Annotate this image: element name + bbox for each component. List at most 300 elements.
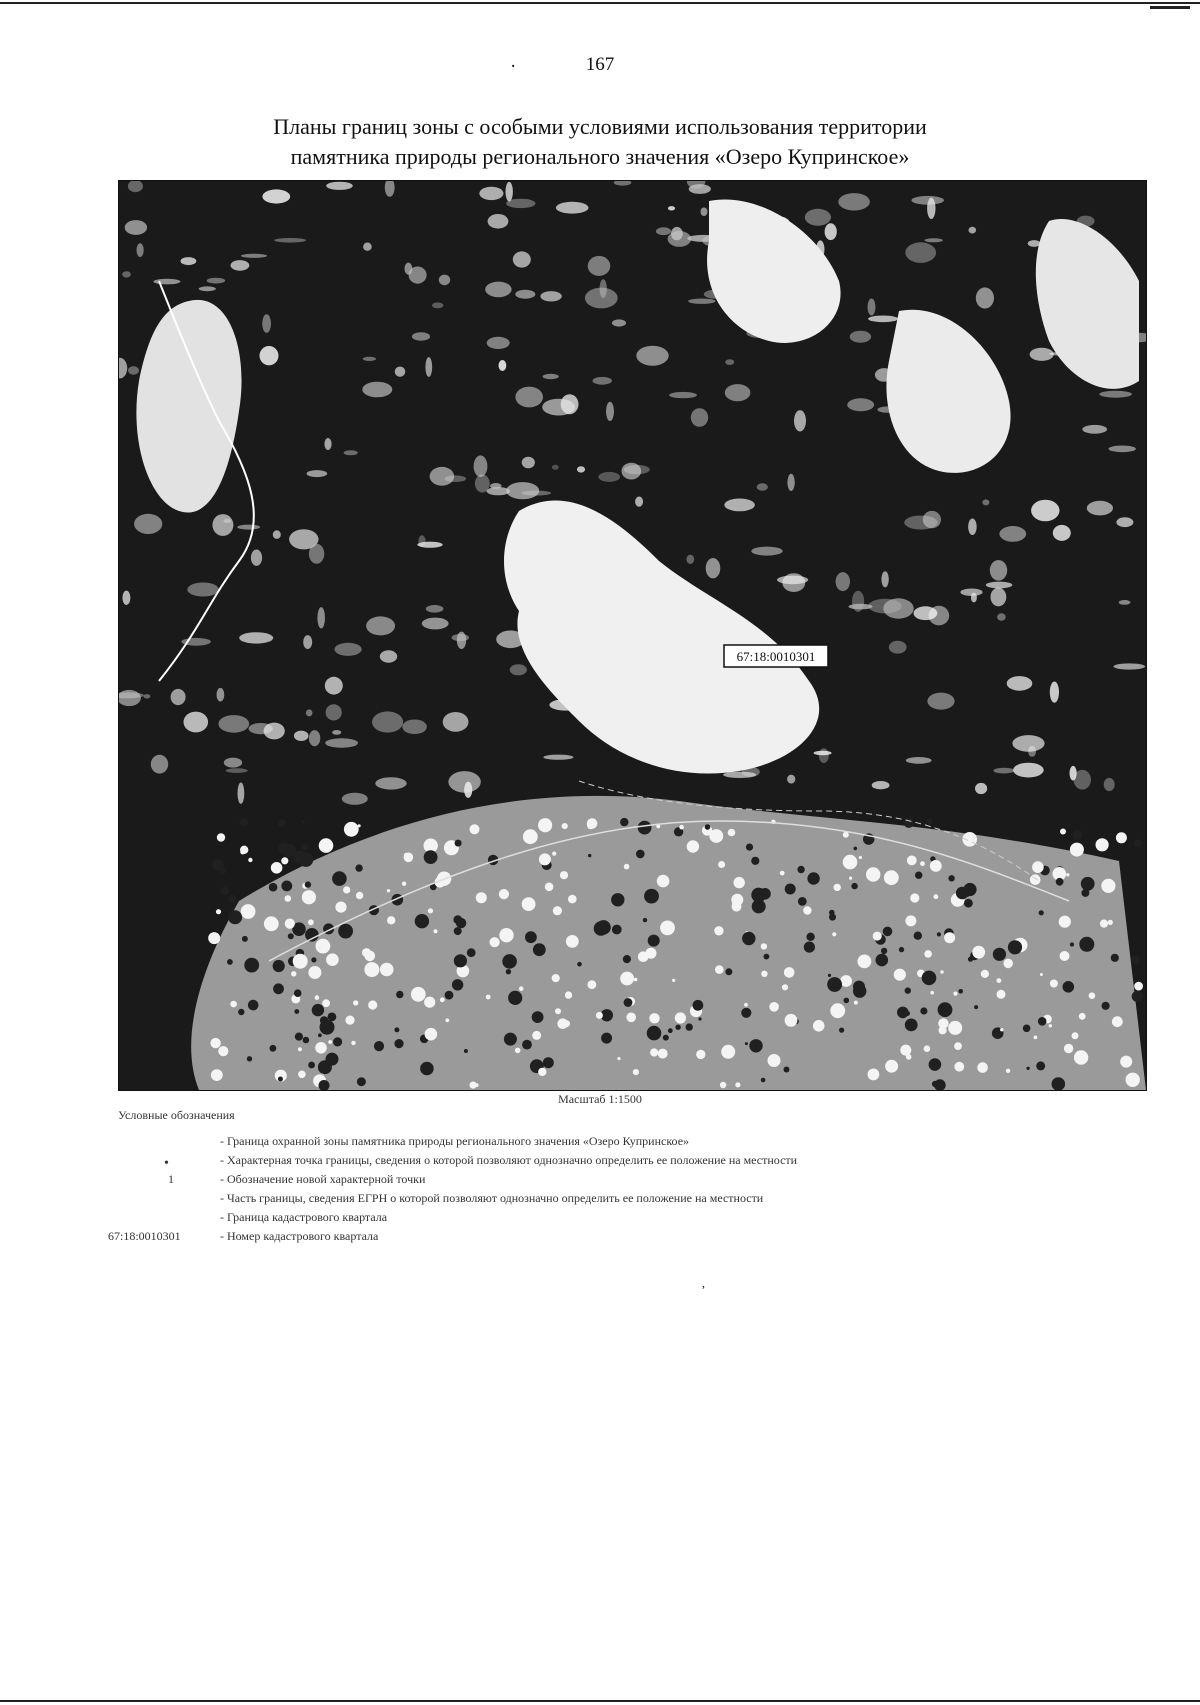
speckle bbox=[623, 955, 631, 963]
texture-blob bbox=[691, 408, 708, 427]
speckle bbox=[807, 872, 819, 884]
texture-blob bbox=[975, 783, 987, 794]
speckle bbox=[208, 932, 220, 944]
speckle bbox=[502, 954, 517, 969]
speckle bbox=[269, 883, 278, 892]
texture-blob bbox=[513, 251, 531, 267]
texture-blob bbox=[914, 606, 938, 620]
speckle bbox=[934, 894, 939, 899]
texture-blob bbox=[881, 571, 888, 587]
texture-blob bbox=[184, 712, 209, 733]
speckle bbox=[751, 857, 759, 865]
page-dot: · bbox=[510, 56, 517, 77]
speckle bbox=[839, 1028, 844, 1033]
speckle bbox=[240, 850, 245, 855]
speckle bbox=[1003, 959, 1013, 969]
speckle bbox=[881, 948, 887, 954]
speckle bbox=[319, 838, 334, 853]
speckle bbox=[617, 1057, 620, 1060]
speckle bbox=[288, 933, 294, 939]
texture-blob bbox=[1082, 425, 1107, 434]
speckle bbox=[563, 1020, 570, 1027]
speckle bbox=[742, 932, 755, 945]
speckle bbox=[764, 954, 770, 960]
texture-blob bbox=[986, 582, 1013, 589]
speckle bbox=[953, 992, 957, 996]
speckle bbox=[515, 1048, 521, 1054]
speckle bbox=[981, 970, 989, 978]
speckle bbox=[305, 881, 311, 887]
texture-blob bbox=[997, 613, 1006, 620]
speckle bbox=[1039, 910, 1044, 915]
speckle bbox=[972, 946, 985, 959]
speckle bbox=[721, 1045, 735, 1059]
legend-item-zone-boundary bbox=[118, 1134, 1078, 1152]
speckle bbox=[454, 954, 467, 967]
speckle bbox=[1073, 830, 1083, 840]
speckle bbox=[345, 1016, 354, 1025]
speckle bbox=[294, 851, 307, 864]
texture-blob bbox=[923, 511, 941, 528]
texture-blob bbox=[332, 730, 341, 735]
speckle bbox=[552, 852, 556, 856]
speckle bbox=[780, 871, 785, 876]
speckle bbox=[785, 884, 796, 895]
speckle bbox=[335, 902, 346, 913]
texture-blob bbox=[1099, 391, 1132, 398]
speckle bbox=[364, 962, 379, 977]
speckle bbox=[238, 1009, 244, 1015]
speckle bbox=[1000, 1028, 1003, 1031]
texture-blob bbox=[911, 196, 944, 205]
texture-blob bbox=[137, 243, 144, 257]
speckle bbox=[761, 943, 767, 949]
texture-blob bbox=[724, 499, 755, 512]
texture-blob bbox=[212, 514, 233, 536]
speckle bbox=[467, 948, 476, 957]
speckle bbox=[490, 937, 500, 947]
speckle bbox=[316, 939, 331, 954]
speckle bbox=[244, 958, 259, 973]
speckle bbox=[565, 991, 572, 998]
texture-blob bbox=[326, 182, 353, 190]
texture-blob bbox=[1007, 676, 1033, 691]
texture-blob bbox=[515, 290, 535, 299]
texture-blob bbox=[122, 271, 131, 277]
speckle bbox=[854, 1001, 858, 1005]
speckle bbox=[568, 895, 577, 904]
speckle bbox=[543, 1057, 554, 1068]
speckle bbox=[785, 1014, 798, 1027]
texture-blob bbox=[237, 525, 260, 530]
legend-title: Условные обозначения bbox=[118, 1108, 235, 1122]
texture-blob bbox=[380, 650, 397, 662]
speckle bbox=[596, 1012, 603, 1019]
speckle bbox=[964, 899, 973, 908]
legend-item-text: - Часть границы, сведения ЕГРН о которой позволяют однозначно определить ее положение на местности bbox=[220, 1191, 764, 1205]
texture-blob bbox=[991, 588, 1007, 607]
speckle bbox=[910, 893, 919, 902]
speckle bbox=[303, 1037, 310, 1044]
speckle bbox=[668, 1028, 673, 1033]
texture-blob bbox=[309, 730, 320, 746]
texture-blob bbox=[999, 526, 1026, 542]
texture-blob bbox=[262, 189, 290, 203]
speckle bbox=[920, 861, 925, 866]
texture-blob bbox=[510, 664, 527, 675]
speckle bbox=[806, 933, 814, 941]
texture-blob bbox=[366, 616, 395, 635]
speckle bbox=[285, 895, 292, 902]
speckle bbox=[396, 991, 403, 998]
speckle bbox=[301, 820, 304, 823]
texture-blob bbox=[226, 768, 248, 773]
texture-blob bbox=[990, 560, 1007, 581]
speckle bbox=[315, 1042, 327, 1054]
texture-blob bbox=[426, 605, 444, 613]
texture-blob bbox=[927, 693, 954, 710]
speckle bbox=[402, 882, 406, 886]
texture-blob bbox=[274, 238, 306, 243]
texture-blob bbox=[688, 299, 715, 304]
speckle bbox=[804, 942, 815, 953]
speckle bbox=[1116, 832, 1127, 843]
texture-blob bbox=[309, 544, 324, 564]
speckle bbox=[696, 1050, 705, 1059]
texture-blob bbox=[968, 519, 977, 536]
speckle bbox=[638, 821, 652, 835]
texture-blob bbox=[325, 738, 358, 748]
speckle bbox=[308, 919, 314, 925]
speckle bbox=[734, 877, 745, 888]
texture-blob bbox=[417, 542, 442, 548]
speckle bbox=[220, 887, 229, 896]
texture-blob bbox=[1012, 735, 1044, 752]
texture-blob bbox=[143, 694, 150, 698]
texture-blob bbox=[128, 366, 139, 374]
speckle bbox=[294, 989, 302, 997]
texture-blob bbox=[622, 463, 642, 480]
speckle bbox=[445, 991, 454, 1000]
speckle bbox=[424, 997, 435, 1008]
speckle bbox=[504, 1033, 517, 1046]
speckle bbox=[538, 818, 552, 832]
speckle bbox=[577, 962, 582, 967]
title-line-1: Планы границ зоны с особыми условиями использования территории bbox=[273, 114, 927, 139]
texture-blob bbox=[1087, 501, 1113, 516]
speckle bbox=[281, 881, 292, 892]
speckle bbox=[353, 1000, 358, 1005]
speckle bbox=[624, 864, 630, 870]
speckle bbox=[454, 927, 462, 935]
speckle bbox=[650, 1048, 658, 1056]
speckle bbox=[693, 1000, 704, 1011]
speckle bbox=[782, 984, 788, 990]
speckle bbox=[679, 825, 684, 830]
texture-blob bbox=[906, 757, 932, 764]
speckle bbox=[1030, 874, 1041, 885]
speckle bbox=[351, 1041, 355, 1045]
speckle bbox=[1026, 1067, 1029, 1070]
texture-blob bbox=[1113, 663, 1145, 669]
speckle bbox=[1008, 940, 1022, 954]
speckle bbox=[519, 986, 524, 991]
speckle bbox=[332, 871, 347, 886]
texture-blob bbox=[543, 374, 559, 379]
texture-blob bbox=[499, 360, 507, 371]
speckle bbox=[220, 867, 226, 873]
texture-blob bbox=[317, 607, 325, 628]
speckle bbox=[866, 867, 880, 881]
speckle bbox=[905, 987, 911, 993]
texture-blob bbox=[241, 254, 267, 258]
texture-blob bbox=[134, 514, 162, 534]
speckle bbox=[851, 883, 857, 889]
speckle bbox=[532, 1031, 541, 1040]
legend-item-text: - Граница кадастрового квартала bbox=[220, 1210, 388, 1224]
speckle bbox=[900, 1045, 911, 1056]
speckle bbox=[883, 927, 893, 937]
scan-corner-mark bbox=[1150, 6, 1190, 9]
speckle bbox=[499, 928, 513, 942]
texture-blob bbox=[600, 279, 607, 298]
quarter-number-sample: 67:18:0010301 bbox=[108, 1229, 181, 1243]
speckle bbox=[1060, 951, 1070, 961]
speckle bbox=[1081, 877, 1095, 891]
texture-blob bbox=[422, 618, 449, 630]
speckle bbox=[211, 1069, 223, 1081]
speckle bbox=[638, 951, 649, 962]
speckle bbox=[452, 979, 463, 990]
texture-blob bbox=[1013, 763, 1044, 778]
speckle bbox=[948, 1021, 962, 1035]
speckle bbox=[428, 908, 433, 913]
texture-blob bbox=[1053, 525, 1071, 541]
speckle bbox=[242, 936, 248, 942]
speckle bbox=[588, 980, 597, 989]
texture-blob bbox=[448, 771, 480, 793]
texture-blob bbox=[577, 466, 585, 472]
texture-blob bbox=[850, 331, 871, 343]
speckle bbox=[411, 987, 426, 1002]
map-scale: Масштаб 1:1500 bbox=[558, 1092, 642, 1106]
speckle bbox=[626, 1013, 636, 1023]
speckle bbox=[394, 1027, 399, 1032]
speckle bbox=[904, 818, 914, 828]
speckle bbox=[318, 1060, 332, 1074]
speckle bbox=[915, 872, 922, 879]
speckle bbox=[759, 888, 771, 900]
texture-blob bbox=[868, 599, 902, 614]
speckle bbox=[1023, 1025, 1031, 1033]
texture-blob bbox=[452, 634, 469, 641]
speckle bbox=[278, 819, 286, 827]
speckle bbox=[1064, 1044, 1073, 1053]
speckle bbox=[1089, 992, 1096, 999]
speckle bbox=[1108, 920, 1113, 925]
speckle bbox=[415, 914, 429, 928]
speckle bbox=[1050, 980, 1058, 988]
speckle bbox=[553, 906, 562, 915]
texture-blob bbox=[540, 291, 561, 301]
stray-mark: , bbox=[702, 1276, 705, 1290]
speckle bbox=[620, 818, 628, 826]
texture-blob bbox=[474, 455, 488, 477]
speckle bbox=[769, 1002, 779, 1012]
speckle bbox=[797, 866, 804, 873]
speckle bbox=[906, 1054, 912, 1060]
texture-blob bbox=[171, 689, 186, 705]
scan-bottom-border bbox=[0, 1700, 1200, 1702]
speckle bbox=[761, 971, 767, 977]
texture-blob bbox=[656, 227, 671, 235]
speckle bbox=[271, 862, 283, 874]
speckle bbox=[718, 861, 725, 868]
texture-blob bbox=[324, 438, 331, 450]
speckle bbox=[333, 1037, 342, 1046]
texture-blob bbox=[425, 357, 432, 377]
speckle bbox=[301, 843, 308, 850]
speckle bbox=[228, 895, 236, 903]
speckle bbox=[828, 974, 831, 977]
speckle bbox=[922, 971, 937, 986]
speckle bbox=[1059, 916, 1071, 928]
new-point-number: 1 bbox=[168, 1172, 174, 1186]
speckle bbox=[827, 977, 842, 992]
speckle bbox=[374, 1041, 384, 1051]
speckle bbox=[1131, 956, 1140, 965]
speckle bbox=[355, 864, 362, 871]
speckle bbox=[657, 875, 670, 888]
speckle bbox=[506, 969, 511, 974]
speckle bbox=[687, 840, 699, 852]
texture-blob bbox=[1031, 500, 1059, 522]
texture-blob bbox=[294, 731, 309, 741]
legend-item-text: - Обозначение новой характерной точки bbox=[220, 1172, 426, 1186]
speckle bbox=[728, 829, 736, 837]
speckle bbox=[315, 995, 320, 1000]
legend-item-egrn-boundary bbox=[118, 1191, 1078, 1209]
texture-blob bbox=[199, 286, 216, 291]
speckle bbox=[948, 875, 954, 881]
speckle bbox=[387, 916, 395, 924]
speckle bbox=[853, 981, 865, 993]
speckle bbox=[1072, 1032, 1079, 1039]
texture-blob bbox=[506, 182, 513, 202]
speckle bbox=[343, 886, 350, 893]
texture-blob bbox=[593, 377, 612, 385]
speckle bbox=[643, 918, 647, 922]
texture-blob bbox=[231, 260, 250, 271]
page-number bbox=[0, 54, 1200, 76]
parcel-label: 67:18:0010301 bbox=[736, 649, 816, 664]
texture-blob bbox=[669, 392, 697, 398]
texture-blob bbox=[805, 209, 831, 226]
texture-blob bbox=[868, 316, 898, 323]
texture-blob bbox=[395, 367, 406, 377]
texture-blob bbox=[668, 206, 675, 210]
legend-item-text: - Номер кадастрового квартала bbox=[220, 1229, 379, 1243]
legend-item-quarter-boundary bbox=[118, 1210, 1078, 1228]
speckle bbox=[675, 1025, 680, 1030]
texture-blob bbox=[122, 591, 130, 605]
speckle bbox=[924, 1045, 931, 1052]
texture-blob bbox=[819, 748, 829, 763]
speckle bbox=[532, 1011, 544, 1023]
texture-blob bbox=[751, 547, 782, 556]
speckle bbox=[636, 850, 645, 859]
texture-blob bbox=[725, 384, 751, 401]
texture-blob bbox=[485, 282, 511, 298]
speckle bbox=[293, 954, 308, 969]
texture-blob bbox=[151, 755, 168, 774]
map-image bbox=[118, 180, 1147, 1091]
texture-blob bbox=[490, 483, 502, 489]
speckle bbox=[1134, 982, 1143, 991]
speckle bbox=[420, 1062, 434, 1076]
speckle bbox=[1049, 1024, 1052, 1027]
speckle bbox=[954, 1062, 964, 1072]
speckle bbox=[318, 1033, 322, 1037]
speckle bbox=[1056, 878, 1064, 886]
speckle bbox=[858, 955, 872, 969]
texture-blob bbox=[825, 223, 837, 240]
speckle bbox=[798, 897, 807, 906]
speckle bbox=[937, 932, 941, 936]
speckle bbox=[311, 957, 316, 962]
texture-blob bbox=[794, 410, 806, 431]
speckle bbox=[1034, 1036, 1038, 1040]
speckle bbox=[720, 1082, 726, 1088]
speckle bbox=[298, 1047, 302, 1051]
texture-blob bbox=[889, 641, 907, 654]
speckle bbox=[1096, 838, 1109, 851]
speckle bbox=[508, 991, 522, 1005]
speckle bbox=[829, 910, 835, 916]
texture-blob bbox=[522, 457, 535, 469]
speckle bbox=[264, 916, 279, 931]
speckle bbox=[927, 818, 933, 824]
texture-blob bbox=[1028, 240, 1041, 247]
scan-top-border bbox=[0, 2, 1200, 4]
speckle bbox=[1074, 1050, 1088, 1064]
texture-blob bbox=[251, 550, 262, 566]
speckle bbox=[308, 966, 321, 979]
speckle bbox=[241, 904, 256, 919]
speckle bbox=[894, 969, 906, 981]
speckle bbox=[813, 1020, 825, 1032]
speckle bbox=[1101, 879, 1115, 893]
texture-blob bbox=[847, 398, 874, 411]
speckle bbox=[993, 948, 1006, 961]
speckle bbox=[326, 953, 339, 966]
speckle bbox=[633, 1069, 639, 1075]
speckle bbox=[611, 893, 624, 906]
speckle bbox=[380, 963, 394, 977]
speckle bbox=[660, 921, 675, 936]
texture-blob bbox=[982, 499, 989, 505]
speckle bbox=[285, 919, 295, 929]
texture-blob bbox=[686, 555, 694, 564]
texture-blob bbox=[409, 267, 427, 284]
speckle bbox=[522, 1040, 532, 1050]
title-line-2: памятника природы регионального значения «Озеро Купринское» bbox=[290, 144, 910, 169]
texture-blob bbox=[303, 635, 312, 649]
speckle bbox=[273, 983, 284, 994]
speckle bbox=[227, 959, 233, 965]
speckle bbox=[899, 947, 904, 952]
speckle bbox=[545, 883, 554, 892]
